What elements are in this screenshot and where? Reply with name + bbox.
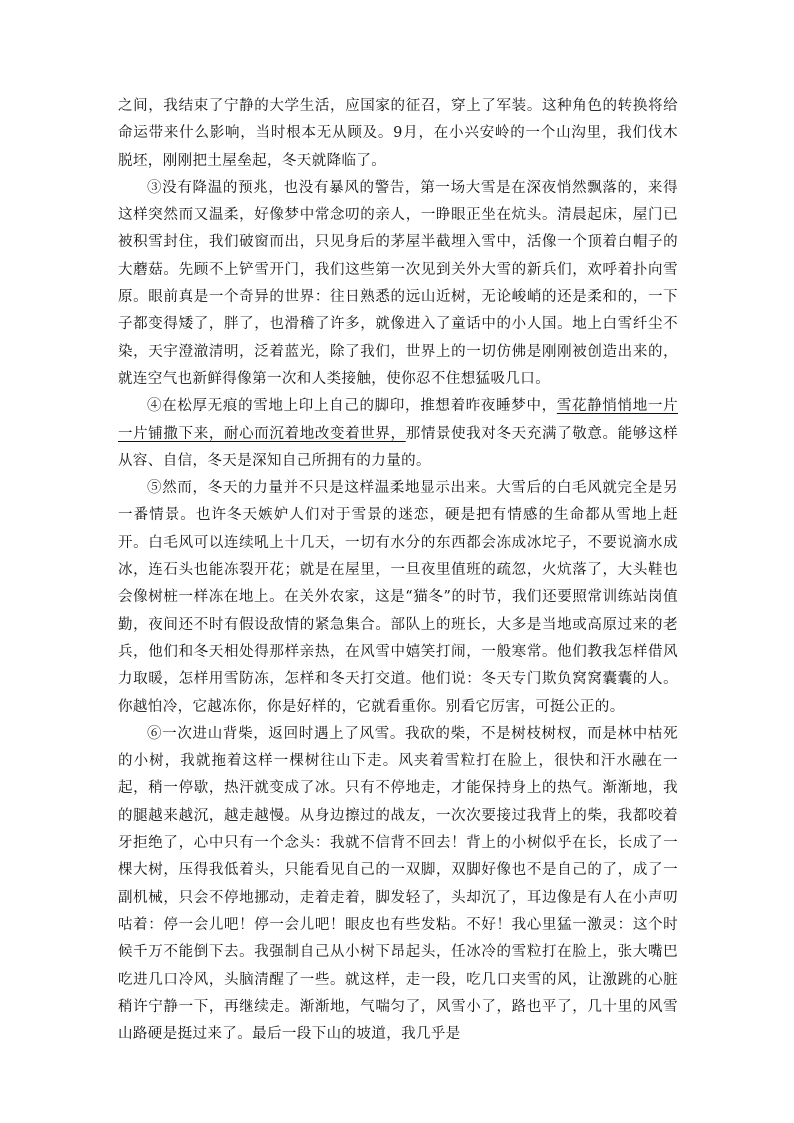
paragraph-4 — [118, 393, 678, 475]
paragraph-5: ⑤然而，冬天的力量并不只是这样温柔地显示出来。大雪后的白毛风就完全是另一番情景。也许冬天嫉妒人们对于雪景的迷恋，硬是把有情感的生命都从雪地上赶开。白毛风可以连续吼上十几天，一切有水分的东西都会冻成冰坨子，不要说滴水成冰，连石头也能冻裂开花；就是在屋里，一旦夜里值班的疏忽，火炕落了，大头鞋也会像树桩一样冻在地上。在关外农家，这是“猫冬”的时节，我们还要照常训练站岗值勤，夜间还不时有假设敌情的紧急集合。部队上的班长，大多是当地或高原过来的老兵，他们和冬天相处得那样亲热，在风雪中嬉笑打闹，一般寒常。他们教我怎样借风力取暖，怎样用雪防冻，怎样和冬天打交道。他们说：冬天专门欺负窝窝囊囊的人。你越怕冷，它越冻你，你是好样的，它就看重你。别看它厉害，可挺公正的。 — [118, 480, 678, 715]
paragraph-intro: 之间，我结束了宁静的大学生活，应国家的征召，穿上了军装。这种角色的转换将给命运带来什么影响，当时根本无从顾及。9月，在小兴安岭的一个山沟里，我们伐木脱坯，刚刚把土屋垒起，冬天就降临了。 — [118, 98, 678, 169]
document-page — [118, 93, 678, 1048]
paragraph-6: ⑥一次进山背柴，返回时遇上了风雪。我砍的柴，不是树枝树杈，而是林中枯死的小树，我就拖着这样一棵树往山下走。风夹着雪粒打在脸上，很快和汗水融在一起，稍一停歇，热汗就变成了冰。只有不停地走，才能保持身上的热气。渐渐地，我的腿越来越沉，越走越慢。从身边擦过的战友，一次次要接过我背上的柴，我都咬着牙拒绝了，心中只有一个念头：我就不信背不回去！背上的小树似乎在长，长成了一棵大树，压得我低着头，只能看见自己的一双脚，双脚好像也不是自己的了，成了一副机械，只会不停地挪动，走着走着，脚发轻了，头却沉了，耳边像是有人在小声叨咕着：停一会儿吧！停一会儿吧！眼皮也有些发粘。不好！我心里猛一激灵：这个时候千万不能倒下去。我强制自己从小树下昂起头，任冰冷的雪粒打在脸上，张大嘴巴吃进几口冷风，头脑清醒了一些。就这样，走一段，吃几口夹雪的风，让激跳的心脏稍许宁静一下，再继续走。渐渐地，气喘匀了，风雪小了，路也平了，几十里的风雪山路硬是挺过来了。最后一段下山的坡道，我几乎是 — [118, 725, 678, 1043]
paragraph-4-before: ④在松厚无痕的雪地上印上自己的脚印，推想着昨夜睡梦中， — [147, 398, 557, 415]
paragraph-3: ③没有降温的预兆，也没有暴风的警告，第一场大雪是在深夜悄然飘落的，来得这样突然而又温柔，好像梦中常念叨的亲人，一睁眼正坐在炕头。清晨起床，屋门已被积雪封住，我们破窗而出，只见身后的茅屋半截埋入雪中，活像一个顶着白帽子的大蘑菇。先顾不上铲雪开门，我们这些第一次见到关外大雪的新兵们，欢呼着扑向雪原。眼前真是一个奇异的世界：往日熟悉的远山近树，无论峻峭的还是柔和的，一下子都变得矮了，胖了，也滑稽了许多，就像进入了童话中的小人国。地上白雪纤尘不染，天宇澄澈清明，泛着蓝光，除了我们，世界上的一切仿佛是刚刚被创造出来的，就连空气也新鲜得像第一次和人类接触，使你忍不住想猛吸几口。 — [118, 179, 678, 387]
paragraph-4-after: 那情景使我对冬天充满了敬意。能够这样从容、自信，冬天是深知自己所拥有的力量的。 — [118, 425, 678, 469]
paragraph-4-underlined: 雪花静悄悄地一片一片铺撒下来，耐心而沉着地改变着世界， — [118, 398, 678, 442]
